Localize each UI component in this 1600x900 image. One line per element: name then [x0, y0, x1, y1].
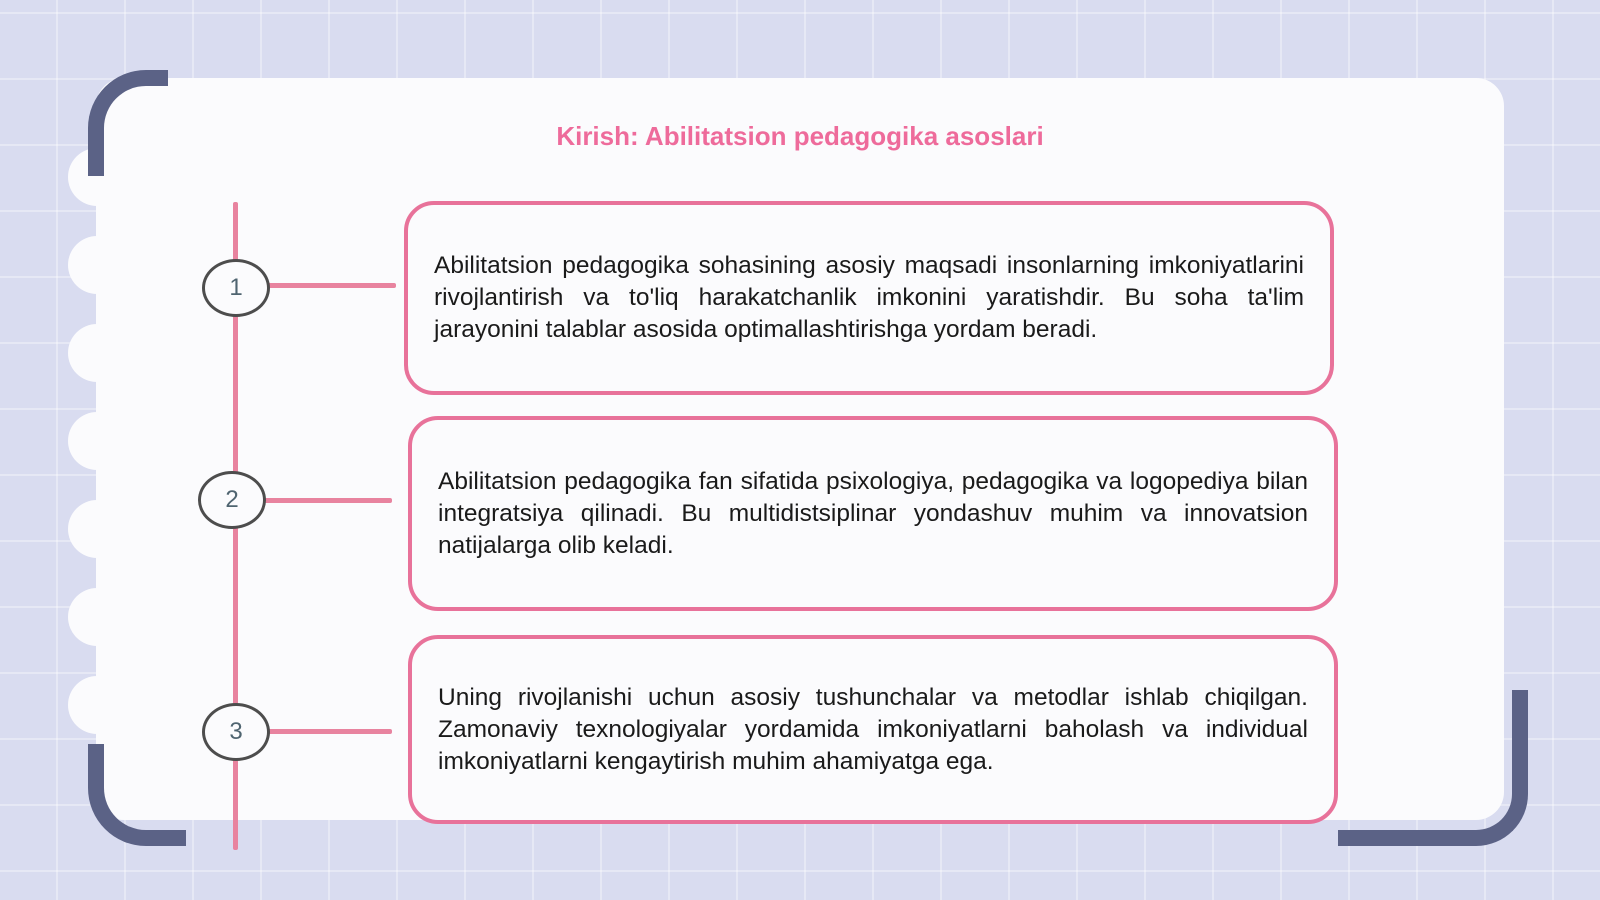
step-number-3: 3	[202, 703, 270, 761]
corner-bracket-bottom-left	[88, 744, 186, 846]
timeline-connector	[262, 283, 396, 288]
content-text-3: Uning rivojlanishi uchun asosiy tushunchalar va metodlar ishlab chiqilgan. Zamonaviy texnologiyalar yordamida imkoniyatlarni baholash va individual imkoniyatlarni kengaytirish muhim ahamiyatga ega.	[438, 683, 1308, 775]
corner-bracket-bottom-right	[1338, 690, 1528, 846]
timeline-connector	[262, 498, 392, 503]
step-number-1: 1	[202, 259, 270, 317]
step-number-2: 2	[198, 471, 266, 529]
content-box-3	[408, 635, 1338, 824]
slide-title: Kirish: Abilitatsion pedagogika asoslari	[556, 121, 1044, 151]
content-box-1	[404, 201, 1334, 395]
timeline-connector	[262, 729, 392, 734]
content-box-2	[408, 416, 1338, 611]
content-text-2: Abilitatsion pedagogika fan sifatida psixologiya, pedagogika va logopediya bilan integratsiya qilinadi. Bu multidistsiplinar yondashuv muhim va innovatsion natijalarga olib keladi.	[438, 467, 1308, 559]
content-text-1: Abilitatsion pedagogika sohasining asosiy maqsadi insonlarning imkoniyatlarini rivojlantirish va to'liq harakatchanlik imkonini yaratishdir. Bu soha ta'lim jarayonini talablar asosida optimallashtirishga yordam beradi.	[434, 252, 1304, 343]
